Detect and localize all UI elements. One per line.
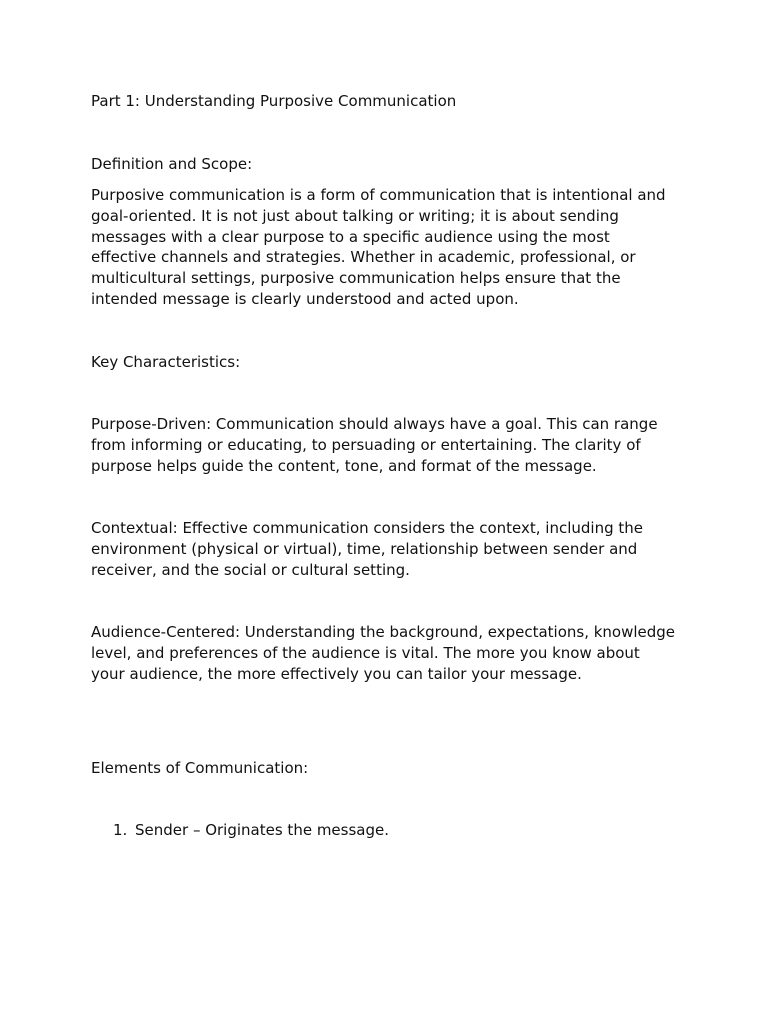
- paragraph-line: from informing or educating, to persuading or entertaining. The clarity of: [91, 435, 641, 454]
- paragraph-line: goal-oriented. It is not just about talking or writing; it is about sending: [91, 206, 619, 225]
- list-item-text: Sender – Originates the message.: [135, 821, 389, 839]
- document-title: Part 1: Understanding Purposive Communication: [91, 92, 457, 110]
- paragraph-line: level, and preferences of the audience is vital. The more you know about: [91, 643, 640, 662]
- definition-heading: Definition and Scope:: [91, 155, 253, 173]
- elements-heading: Elements of Communication:: [91, 759, 309, 777]
- paragraph-line: Purpose-Driven: Communication should always have a goal. This can range: [91, 415, 658, 433]
- paragraph-line: Purposive communication is a form of communication that is intentional and: [91, 186, 666, 204]
- list-item: [113, 820, 713, 841]
- paragraph-line: your audience, the more effectively you can tailor your message.: [91, 664, 582, 683]
- contextual-paragraph: [91, 518, 711, 580]
- characteristics-heading: Key Characteristics:: [91, 353, 241, 371]
- paragraph-line: receiver, and the social or cultural setting.: [91, 560, 410, 579]
- paragraph-line: Audience-Centered: Understanding the background, expectations, knowledge: [91, 623, 676, 641]
- list-item-number: 1.: [113, 821, 128, 839]
- purpose-driven-paragraph: [91, 414, 711, 476]
- paragraph-line: multicultural settings, purposive communication helps ensure that the: [91, 269, 621, 288]
- definition-paragraph: [91, 185, 711, 310]
- paragraph-line: environment (physical or virtual), time, relationship between sender and: [91, 539, 638, 558]
- paragraph-line: purpose helps guide the content, tone, and format of the message.: [91, 456, 597, 475]
- audience-centered-paragraph: [91, 622, 711, 684]
- paragraph-line: messages with a clear purpose to a specific audience using the most: [91, 227, 610, 246]
- paragraph-line: effective channels and strategies. Whether in academic, professional, or: [91, 248, 636, 267]
- paragraph-line: intended message is clearly understood and acted upon.: [91, 289, 519, 308]
- paragraph-line: Contextual: Effective communication considers the context, including the: [91, 519, 643, 537]
